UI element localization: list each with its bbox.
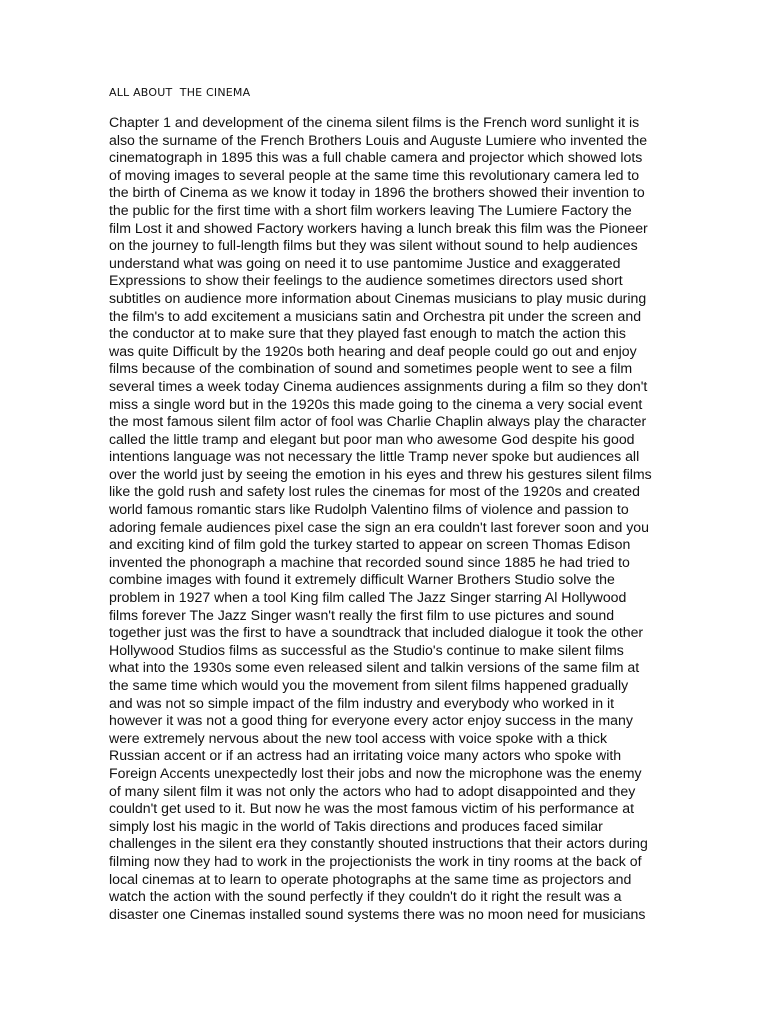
body-text-line: understand what was going on need it to use pantomime Justice and exaggerated [109, 255, 621, 272]
body-text-line: were extremely nervous about the new tool access with voice spoke with a thick [109, 730, 607, 747]
body-text-line: over the world just by seeing the emotion in his eyes and threw his gestures silent films [109, 466, 652, 483]
body-text-line: invented the phonograph a machine that recorded sound since 1885 he had tried to [109, 554, 630, 571]
body-text-line: Hollywood Studios films as successful as the Studio's continue to make silent films [109, 642, 624, 659]
body-text-line: together just was the first to have a soundtrack that included dialogue it took the other [109, 625, 644, 642]
body-text-line: Russian accent or if an actress had an irritating voice many actors who spoke with [109, 748, 622, 765]
body-text-line: the conductor at to make sure that they played fast enough to match the action this [109, 326, 626, 343]
body-text-line: watch the action with the sound perfectly if they couldn't do it right the result was a [109, 889, 622, 906]
body-text-line: Foreign Accents unexpectedly lost their jobs and now the microphone was the enemy [109, 765, 642, 782]
body-text-line: of many silent film it was not only the actors who had to adopt disappointed and they [109, 783, 636, 800]
body-text-line: films forever The Jazz Singer wasn't really the first film to use pictures and sound [109, 607, 615, 624]
body-text-line: several times a week today Cinema audiences assignments during a film so they don't [109, 378, 648, 395]
body-text-line: problem in 1927 when a tool King film called The Jazz Singer starring Al Hollywood [109, 590, 627, 607]
body-text-line: what into the 1930s some even released silent and talkin versions of the same film at [109, 660, 640, 677]
body-text-line: however it was not a good thing for everyone every actor enjoy success in the many [109, 713, 633, 730]
body-text-line: the same time which would you the movement from silent films happened gradually [109, 678, 629, 694]
document-title: ALL ABOUT THE CINEMA [109, 86, 251, 99]
body-text-line: the film's to add excitement a musicians satin and Orchestra pit under the screen and [109, 308, 642, 325]
body-text-line: Expressions to show their feelings to the audience sometimes directors used short [109, 273, 623, 290]
body-text-line: like the gold rush and safety lost rules the cinemas for most of the 1920s and created [109, 484, 640, 501]
body-text-line: the most famous silent film actor of fool was Charlie Chaplin always play the character [109, 414, 647, 431]
body-text-line: and was not so simple impact of the film industry and everybody who worked in it [109, 695, 615, 712]
body-text-line: combine images with found it extremely difficult Warner Brothers Studio solve the [109, 572, 615, 589]
body-text-line: and exciting kind of film gold the turkey started to appear on screen Thomas Edison [109, 537, 631, 554]
body-text-line: world famous romantic stars like Rudolph Valentino films of violence and passion to [109, 502, 629, 519]
body-text-line: local cinemas at to learn to operate photographs at the same time as projectors and [109, 871, 632, 888]
body-text-line: simply lost his magic in the world of Takis directions and produces faced similar [109, 818, 603, 835]
body-text-line: cinematograph in 1895 this was a full chable camera and projector which showed lots [109, 150, 643, 167]
body-text-line: called the little tramp and elegant but poor man who awesome God despite his good [109, 431, 635, 448]
body-text-line: subtitles on audience more information about Cinemas musicians to play music during [109, 290, 647, 307]
body-text-line: on the journey to full-length films but they was silent without sound to help audiences [109, 238, 638, 255]
body-text-line: filming now they had to work in the projectionists the work in tiny rooms at the back of [109, 853, 642, 870]
body-text-line: also the surname of the French Brothers Louis and Auguste Lumiere who invented the [109, 132, 648, 149]
body-text-line: films because of the combination of sound and sometimes people went to see a film [109, 361, 633, 378]
body-text-line: the birth of Cinema as we know it today in 1896 the brothers showed their invention to [109, 185, 645, 202]
document-body [109, 115, 655, 924]
body-text-line: film Lost it and showed Factory workers having a lunch break this film was the Pioneer [109, 220, 648, 237]
body-text-line: couldn't get used to it. But now he was the most famous victim of his performance at [109, 801, 635, 818]
body-text-line: intentions language was not necessary the little Tramp never spoke but audiences all [109, 449, 640, 466]
body-text-line: was quite Difficult by the 1920s both hearing and deaf people could go out and enjoy [109, 343, 637, 360]
body-text-line: of moving images to several people at the same time this revolutionary camera led to [109, 167, 640, 184]
body-text-line: miss a single word but in the 1920s this made going to the cinema a very social event [109, 396, 643, 413]
body-text-line: Chapter 1 and development of the cinema silent films is the French word sunlight it is [109, 115, 640, 131]
body-text-line: the public for the first time with a short film workers leaving The Lumiere Factory the [109, 202, 632, 219]
body-text-line: disaster one Cinemas installed sound systems there was no moon need for musicians [109, 906, 646, 923]
body-text-line: challenges in the silent era they constantly shouted instructions that their actors during [109, 836, 648, 853]
body-text-line: adoring female audiences pixel case the sign an era couldn't last forever soon and you [109, 519, 649, 536]
